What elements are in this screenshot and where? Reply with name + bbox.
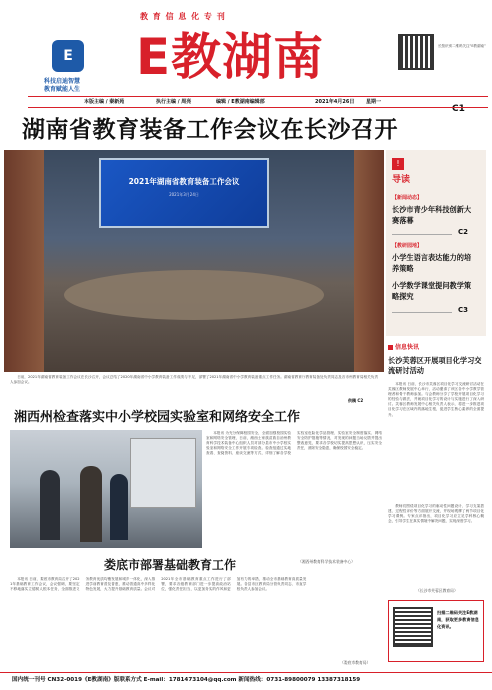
masthead-title: E教湖南: [136, 28, 325, 86]
flash-body-text-2: 教师们围绕项目化学习的驱动性问题设计、学习支架搭建、过程性评价等方面展开交流，并现场观摩了两节项目化学习课例。专家点评指出，项目化学习应立足学科核心概念，引导学生在真实情境中解决问题，实现深度学习。: [388, 504, 484, 524]
guide-sidebar: [386, 150, 486, 336]
info-dept: 编辑 / E教湖南编辑部: [216, 99, 265, 105]
conference-screen: [99, 158, 269, 228]
masthead-slogan-1: 科技启迪智慧: [44, 78, 81, 85]
story3-credit: （娄底市教育局）: [340, 660, 371, 665]
story2-headline: 湘西州检查落实中小学校园实验室和网络安全工作: [14, 410, 301, 425]
info-exec-editor: 执行主编 / 周亮: [156, 99, 192, 105]
info-date: 2021年4月26日: [315, 99, 355, 105]
guide-label: 导读: [392, 175, 411, 185]
masthead-slogan-2: 教育赋能人生: [44, 86, 81, 93]
flash-label: 信息快讯: [395, 344, 420, 351]
flash-body-2: [388, 504, 484, 586]
story2-photo: [10, 430, 202, 548]
guide-research-title-2: 小学数学课堂提问教学策略探究: [392, 281, 472, 301]
footer-text: 国内统一刊号 CN32-0019《E教湖南》版联系方式 E-mail：1781473104@qq.com 新闻热线：0731-89800079 13387318159: [12, 677, 361, 683]
flash-sidebar: [386, 338, 486, 668]
story2-body-text: 本报讯 为充分保障校园安全，全面加强校园实验室和网络安全管理，日前，湘西土家族苗族自治州教育科学技术装备中心组织人员对部分县市中小学校实验室和网络安全工作开展专项检查。检查组通过实地查看、查阅资料、座谈交流等方式，详细了解各学校实验室危险化学品管理、实验室安全制度落实、网络安全防护措施等情况，对发现的问题当场反馈并提出整改意见，要求各学校切实提高思想认识，压实安全责任，消除安全隐患，确保校园安全稳定。: [206, 431, 382, 456]
story3-body: [10, 577, 382, 667]
guide-news-page: C2: [458, 228, 469, 236]
qr-caption: 长按识别二维码关注“E教湖南”: [438, 44, 486, 48]
info-bar: [28, 96, 488, 108]
masthead-tagline: 教 育 信 息 化 专 刊: [140, 12, 226, 21]
lead-photo: [4, 150, 384, 372]
info-editor: 本版主编 / 秦新苑: [84, 99, 125, 105]
info-weekday: 星期一: [366, 99, 382, 105]
guide-divider: [392, 234, 452, 235]
ad-qr-icon: [393, 607, 433, 647]
footer-bar: [0, 672, 492, 673]
person-1: [40, 470, 60, 540]
page-number: C1: [452, 104, 465, 114]
guide-research-tag: 【教研园地】: [392, 243, 423, 249]
person-2: [80, 466, 102, 542]
guide-research-page: C3: [458, 306, 469, 314]
guide-news-title: 长沙市青少年科技创新大赛落幕: [392, 205, 472, 225]
story3-headline: 娄底市部署基础教育工作: [104, 558, 237, 572]
lead-caption: [10, 375, 378, 407]
story2-body: [206, 431, 382, 559]
qr-code-icon: [398, 34, 434, 70]
lead-headline: 湖南省教育装备工作会议在长沙召开: [22, 117, 398, 143]
guide-news-tag: 【新闻动态】: [392, 195, 423, 201]
lead-credit: 供稿 C2: [348, 398, 364, 403]
banner-date: 2021年3月24日: [169, 192, 199, 197]
flash-body-text: 本报讯 日前，长沙市芙蓉区项目化学习交流研讨活动在芙蓉区教师发展中心举行，活动邀请了该区各中小学教学管理者和骨干教师参加。与会教师分享了学校开展项目化学习的经验与做法，并就项目化学习的设计与实施进行了深入研讨。芙蓉区教师发展中心相关负责人表示，将进一步推进项目化学习在区域内的落地生根，促进学生核心素养的全面提升。: [388, 382, 484, 417]
guide-icon: !: [392, 158, 404, 170]
flash-headline: 长沙芙蓉区开展项目化学习交流研讨活动: [388, 356, 482, 375]
logo-icon: E: [52, 40, 84, 72]
flash-icon: [388, 345, 393, 350]
guide-divider-2: [392, 312, 452, 313]
guide-research-title-1: 小学生语言表达能力的培养策略: [392, 253, 472, 273]
story3-body-text: 本报讯 日前，娄底市教育局召开了2021年基础教育工作会议，会议强调，要坚定不移地落实立德树人根本任务，全面推进义务教育优质均衡发展和城乡一体化，深入推进学前教育普及普惠，推动普通高中多样化特色发展，大力提升基础教育质量。会议对2021年全市基础教育重点工作进行了部署，要求各级教育部门进一步提高政治站位，强化责任担当，以更加务实的作风和更加有力的举措，推动全市基础教育高质量发展。各县市区教育局分管负责同志、市直学校负责人参加会议。: [10, 577, 307, 592]
banner-title: 2021年湖南省教育装备工作会议: [128, 177, 240, 186]
flash-credit: （长沙市芙蓉区教育局）: [416, 588, 458, 593]
story2-credit: （湘西州教育科学技术装备中心）: [298, 559, 355, 564]
lab-cabinet: [130, 438, 196, 508]
ad-text: 扫描二维码关注E教湖南，获取更多教育信息化资讯。: [437, 610, 479, 629]
conference-table: [64, 270, 324, 320]
curtain-right: [354, 150, 384, 372]
flash-body: [388, 382, 484, 502]
lead-caption-text: 日前，2021年湖南省教育装备工作会议在长沙召开，会议总结了2020年湖南省中小学教育装备工作成绩与不足，部署了2021年湖南省中小学教育装备重点工作任务。湖南省教育厅教育装备处负责同志及各市州教育局相关负责人参加会议。: [10, 375, 378, 385]
ad-box: [388, 600, 484, 662]
guide-label-box: [386, 158, 426, 186]
curtain-left: [4, 150, 44, 372]
person-3: [110, 474, 128, 540]
